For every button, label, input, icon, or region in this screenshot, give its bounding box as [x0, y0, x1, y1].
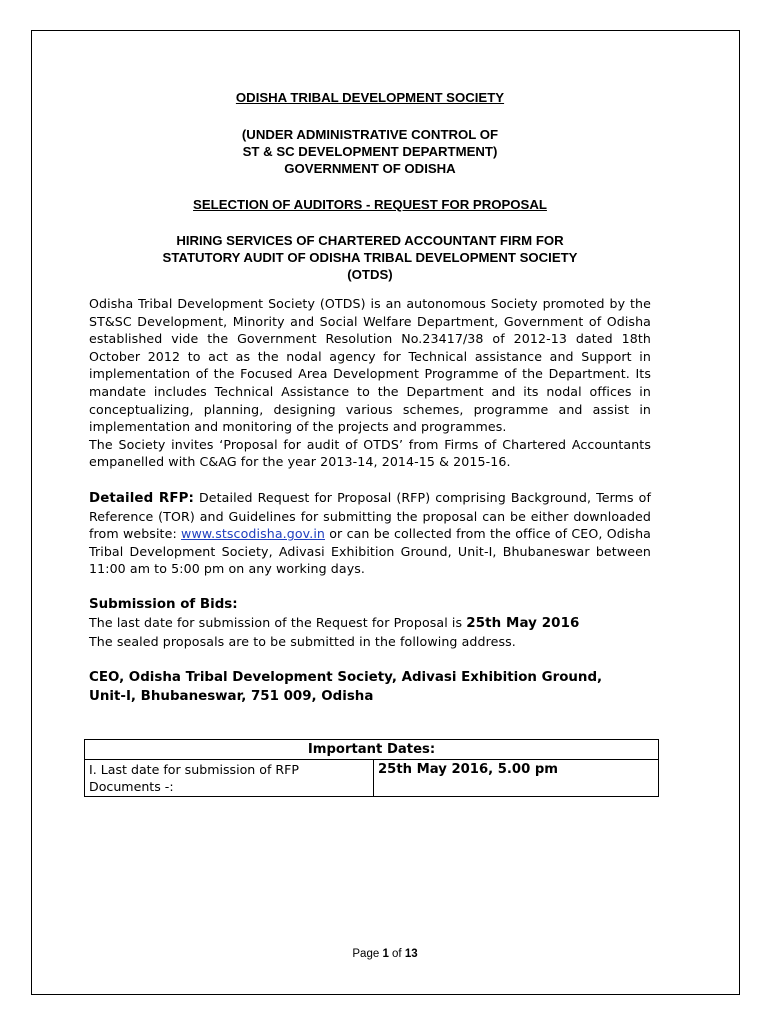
page-number: 1 — [382, 948, 389, 960]
submission-deadline-text: The last date for submission of the Request for Proposal is — [89, 614, 467, 630]
date-value-cell: 25th May 2016, 5.00 pm — [374, 760, 659, 797]
control-line-1: (UNDER ADMINISTRATIVE CONTROL OF — [241, 127, 499, 142]
website-link[interactable]: www.stscodisha.gov.in — [181, 526, 325, 542]
submission-deadline-date: 25th May 2016 — [466, 615, 580, 631]
rfp-text-before: Detailed Request for Proposal (RFP) comprising Background, Terms of Reference (TOR) and Guidelines for submitting the proposal can be either downloaded from website: — [89, 489, 651, 542]
submission-heading: Submission of Bids: — [89, 596, 238, 612]
invitation-paragraph: The Society invites ‘Proposal for audit of OTDS’ from Firms of Chartered Accountants empanelled with C&AG for the year 2013-14, 2014-15 & 2015-16. — [89, 436, 651, 470]
page-label: Page — [352, 948, 383, 960]
address-line-1: CEO, Odisha Tribal Development Society, Adivasi Exhibition Ground, — [89, 670, 603, 686]
selection-title: SELECTION OF AUDITORS - REQUEST FOR PROPOSAL — [193, 197, 547, 212]
control-line-3: GOVERNMENT OF ODISHA — [284, 161, 456, 176]
of-label: of — [388, 948, 405, 960]
table-row — [85, 760, 659, 797]
rfp-label: Detailed RFP: — [89, 490, 194, 506]
document-body — [89, 87, 651, 706]
hiring-line-2: STATUTORY AUDIT OF ODISHA TRIBAL DEVELOPMENT SOCIETY — [162, 250, 578, 265]
submission-deadline — [89, 614, 651, 633]
date-label-cell: I. Last date for submission of RFP Documents -: — [85, 760, 374, 797]
important-dates-heading: Important Dates: — [85, 740, 659, 760]
important-dates-header-row — [85, 740, 659, 760]
address-line-2: Unit-I, Bhubaneswar, 751 009, Odisha — [89, 689, 374, 705]
rfp-text-after: or can be collected from the office of CEO, Odisha Tribal Development Society, Adivasi Exhibition Ground, Unit-I, Bhubaneswar between 11:00 am to 5:00 pm on any working days. — [89, 526, 651, 577]
important-dates-table — [84, 739, 659, 797]
total-pages: 13 — [404, 948, 418, 960]
rfp-paragraph — [89, 489, 651, 578]
control-line-2: ST & SC DEVELOPMENT DEPARTMENT) — [242, 144, 498, 159]
org-title: ODISHA TRIBAL DEVELOPMENT SOCIETY — [235, 90, 505, 105]
hiring-line-3: (OTDS) — [347, 267, 393, 282]
submission-instruction: The sealed proposals are to be submitted in the following address. — [89, 633, 516, 649]
page-footer — [0, 948, 770, 960]
intro-paragraph: Odisha Tribal Development Society (OTDS) is an autonomous Society promoted by the ST&SC Development, Minority and Social Welfare Department, Government of Odisha established vide the Government Resolution No.23417/38 of 2012-13 dated 18th October 2012 to act as the nodal agency for Technical assistance and Support in implementation of the Focused Area Development Programme of the Department. Its mandate includes Technical Assistance to the Department and its nodal offices in conceptualizing, planning, designing various schemes, programme and assist in implementation and monitoring of the projects and programmes. — [89, 296, 651, 435]
hiring-line-1: HIRING SERVICES OF CHARTERED ACCOUNTANT FIRM FOR — [176, 233, 564, 248]
